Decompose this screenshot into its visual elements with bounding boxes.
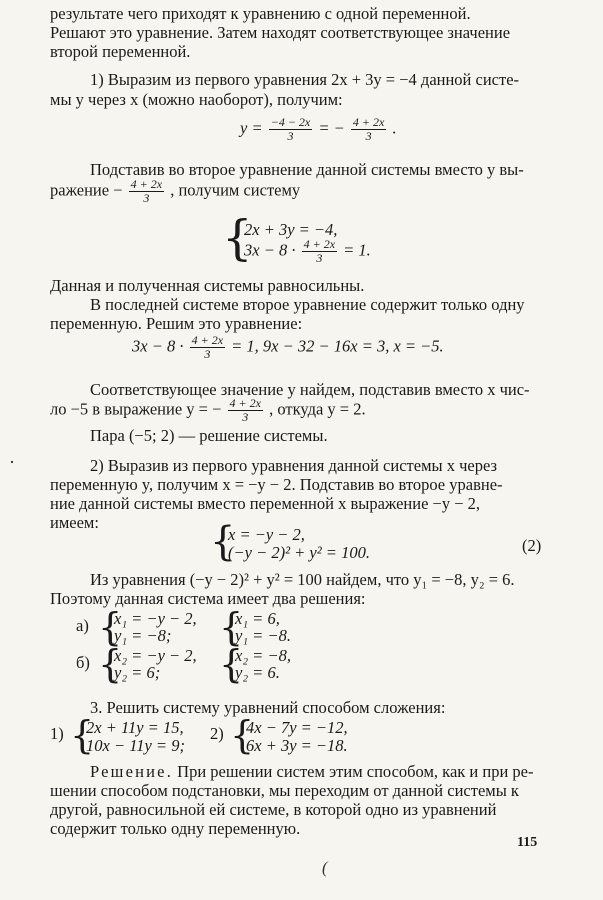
sol-a-label: а) xyxy=(76,616,89,635)
system2-eq1: x = −y − 2, xyxy=(228,525,305,544)
expr-y-suffix: . xyxy=(392,118,397,138)
task3-p2-brace: { xyxy=(230,713,255,757)
expr-y-frac-1-den: 3 xyxy=(287,129,294,143)
intro-line-2: Решают это уравнение. Затем находят соответствующее значение xyxy=(50,23,511,42)
system2-eq2: (−y − 2)² + y² = 100. xyxy=(228,543,370,562)
subst-frac-num: 4 + 2x xyxy=(130,177,163,191)
method1-line-1: 1) Выразим из первого уравнения 2x + 3y = −4 данной систе- xyxy=(90,70,520,89)
task3-sol-line-1 xyxy=(90,762,533,782)
subst-line-1: Подставив во второе уравнение данной системы вместо y вы- xyxy=(90,160,524,179)
system1-brace: { xyxy=(222,210,253,266)
system1-eq2-post: = 1. xyxy=(343,240,371,260)
expr-y-frac-2-num: 4 + 2x xyxy=(352,115,385,129)
sol-a-brace-right: { xyxy=(219,605,244,649)
system1-eq2-pre: 3x − 8 · xyxy=(244,240,296,260)
sol-a-l2: y₁ = −8; xyxy=(114,626,172,645)
method2-line-3: ние данной системы вместо переменной x выражение −y − 2, xyxy=(50,494,481,513)
task3-sol-line-4: содержит только одну переменную. xyxy=(50,819,301,838)
expr-y-prefix: y = xyxy=(240,118,263,138)
intro-line-1: результате чего приходят к уравнению с одной переменной. xyxy=(50,4,471,23)
corr-num: 4 + 2x xyxy=(229,396,261,410)
subst-frac xyxy=(129,178,164,205)
corr-line-2-pre: ло −5 в выражение y = − xyxy=(50,399,222,419)
expr-y-frac-1-num: −4 − 2x xyxy=(270,115,311,129)
task3-p1-eq2: 10x − 11y = 9; xyxy=(86,736,185,755)
expr-y xyxy=(240,116,397,143)
expr-y-frac-1 xyxy=(269,116,313,143)
subst-frac-den: 3 xyxy=(143,191,150,205)
sol-b-l2: y₂ = 6; xyxy=(114,663,161,682)
solve-frac xyxy=(190,334,225,361)
system1-eq1: 2x + 3y = −4, xyxy=(244,220,338,239)
task3-p1-label: 1) xyxy=(50,724,64,743)
system1-eq2-frac xyxy=(302,238,337,265)
system1-eq2-num: 4 + 2x xyxy=(303,237,336,251)
expr-y-mid: = − xyxy=(318,118,345,138)
solve-pre: 3x − 8 · xyxy=(132,336,184,356)
method2-line-2: переменную y, получим x = −y − 2. Подставив во второе уравне- xyxy=(50,475,503,494)
task3-sol-line-3: другой, равносильной ей системе, в которой одно из уравнений xyxy=(50,800,497,819)
expr-y-frac-2-den: 3 xyxy=(365,129,372,143)
solve-expr xyxy=(132,334,444,361)
system2-label: (2) xyxy=(522,536,542,555)
side-dot: · xyxy=(9,452,15,472)
from-line-2: Поэтому данная система имеет два решения: xyxy=(50,589,366,608)
task3-sol-line-1-text: При решении систем этим способом, как и при ре- xyxy=(177,762,534,781)
corr-frac xyxy=(228,397,263,424)
method2-line-4: имеем: xyxy=(50,513,99,532)
last-line-1: В последней системе второе уравнение содержит только одну xyxy=(90,295,525,314)
task3-p1-brace: { xyxy=(70,713,95,757)
margin-mark: ( xyxy=(322,858,328,877)
sol-a-r2: y₁ = −8. xyxy=(235,626,291,645)
task3-title: 3. Решить систему уравнений способом сложения: xyxy=(90,698,446,717)
subst-line-2 xyxy=(50,178,300,205)
task3-p1-eq1: 2x + 11y = 15, xyxy=(86,718,184,737)
sol-b-brace-right: { xyxy=(219,642,244,686)
system2-brace: { xyxy=(210,519,236,565)
sol-b-label: б) xyxy=(76,653,90,672)
method1-line-2: мы y через x (можно наоборот), получим: xyxy=(50,90,343,109)
corr-line-2-post: , откуда y = 2. xyxy=(269,399,366,419)
intro-line-3: второй переменной. xyxy=(50,42,191,61)
sol-b-l1: x₂ = −y − 2, xyxy=(114,646,197,665)
task3-sol-word: Решение. xyxy=(90,762,174,781)
solve-post: = 1, 9x − 32 − 16x = 3, x = −5. xyxy=(231,336,444,356)
sol-b-r1: x₂ = −8, xyxy=(235,646,291,665)
task3-p2-eq1: 4x − 7y = −12, xyxy=(246,718,348,737)
sol-a-l1: x₁ = −y − 2, xyxy=(114,609,197,628)
method2-line-1: 2) Выразив из первого уравнения данной системы x через xyxy=(90,456,498,475)
pair-line: Пара (−5; 2) — решение системы. xyxy=(90,426,328,445)
equiv-line: Данная и полученная системы равносильны. xyxy=(50,276,365,295)
task3-sol-line-2: шении способом подстановки, мы переходим от данной системы к xyxy=(50,781,519,800)
page-number: 115 xyxy=(517,835,538,850)
corr-line-1: Соответствующее значение y найдем, подставив вместо x чис- xyxy=(90,380,530,399)
expr-y-frac-2 xyxy=(351,116,386,143)
task3-p2-label: 2) xyxy=(210,724,224,743)
solve-den: 3 xyxy=(204,347,211,361)
corr-line-2 xyxy=(50,397,366,424)
last-line-2: переменную. Решим это уравнение: xyxy=(50,314,303,333)
solve-num: 4 + 2x xyxy=(191,333,224,347)
system1-eq2-den: 3 xyxy=(316,251,323,265)
subst-line-2-pre: ражение − xyxy=(50,180,123,200)
subst-line-2-post: , получим систему xyxy=(170,180,301,200)
sol-b-r2: y₂ = 6. xyxy=(235,663,280,682)
from-line-1: Из уравнения (−y − 2)² + y² = 100 найдем, что y₁ = −8, y₂ = 6. xyxy=(90,570,515,589)
task3-p2-eq2: 6x + 3y = −18. xyxy=(246,736,348,755)
system1-eq2 xyxy=(244,238,371,265)
sol-a-r1: x₁ = 6, xyxy=(235,609,280,628)
sol-a-brace-left: { xyxy=(98,605,123,649)
corr-den: 3 xyxy=(242,410,249,424)
sol-b-brace-left: { xyxy=(98,642,123,686)
